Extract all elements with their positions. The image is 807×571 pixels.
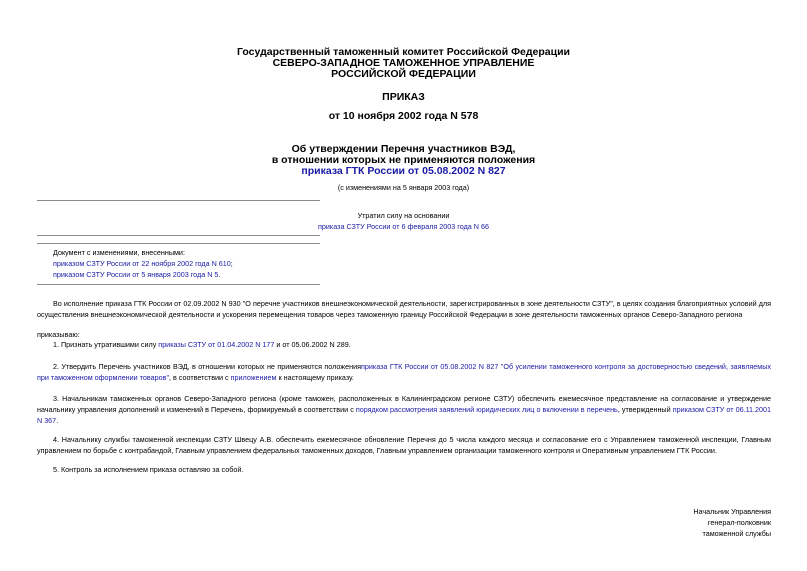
title-line-2: в отношении которых не применяются положения — [271, 154, 536, 166]
item-3-link[interactable]: порядком рассмотрения заявлений юридических лиц о включении в перечень — [355, 405, 618, 414]
divider — [37, 243, 320, 244]
title-line-1: Об утверждении Перечня участников ВЭД, — [291, 143, 516, 155]
header-line-2: СЕВЕРО-ЗАПАДНОЕ ТАМОЖЕННОЕ УПРАВЛЕНИЕ — [272, 57, 535, 69]
signature-line-1: Начальник Управления — [693, 507, 771, 516]
header-line-3: РОССИЙСКОЙ ФЕДЕРАЦИИ — [331, 68, 476, 80]
divider — [37, 200, 320, 201]
item-2-text-a: 2. Утвердить Перечень участников ВЭД, в отношении которых не применяются положения — [53, 362, 361, 371]
item-3 — [37, 393, 771, 426]
amendment-link-1[interactable]: приказом СЗТУ России от 22 ноября 2002 года N 610 — [53, 259, 231, 268]
item-1-text-b: и от 05.06.2002 N 289. — [274, 340, 351, 349]
item-5 — [37, 464, 771, 475]
item-1-text-a: 1. Признать утратившими силу — [53, 340, 159, 349]
order-label: ПРИКАЗ — [382, 91, 425, 103]
item-2-link[interactable]: приказа ГТК России от 05.08.2002 N 827 "Об усилении таможенного контроля за достоверностью сведений, заявляемых при таможенном оформлении товаров" — [37, 362, 771, 382]
item-1-link[interactable]: приказы СЗТУ от 01.04.2002 N 177 — [158, 340, 275, 349]
item-2-text-b: , в соответствии с — [169, 373, 231, 382]
item-4-text: 4. Начальнику службы таможенной инспекции СЗТУ Швецу А.В. обеспечить ежемесячное обновление Перечня до 5 числа каждого месяца и согласование его с Управлением таможенной инспекции, Главным управлением по борьбе с контрабандой, Главным управлением федеральных таможенных доходов, Главным управлением организации таможенного контроля и Оперативным управлением ГТК России. — [37, 435, 771, 455]
amendment-link-2[interactable]: приказом СЗТУ России от 5 января 2003 года N 5 — [53, 270, 219, 279]
title-link[interactable]: приказа ГТК России от 05.08.2002 N 827 — [301, 165, 506, 177]
amendment-sep-2: . — [218, 270, 221, 279]
item-3-text-c: . — [56, 416, 59, 425]
preamble-text: Во исполнение приказа ГТК России от 02.09.2002 N 930 "О перечне участников внешнеэкономической деятельности, зарегистрированных в зоне деятельности СЗТУ", в целях создания благоприятных условий для осуществления внешнеэкономической деятельности и ускорения перемещения товаров через таможенную границу Российской Федерации в зоне деятельности таможенных органов Северо-Западного региона — [37, 299, 771, 319]
item-2-appendix-link[interactable]: приложением — [230, 373, 277, 382]
amendments-label: Документ с изменениями, внесенными: — [53, 248, 185, 257]
lost-force-link[interactable]: приказа СЗТУ России от 6 февраля 2003 года N 66 — [318, 222, 489, 231]
item-1 — [37, 339, 771, 350]
amendment-sep-1: ; — [230, 259, 233, 268]
item-3-text-a: 3. Начальникам таможенных органов Северо-Западного региона (кроме таможен, расположенных в Калининградском регионе СЗТУ) обеспечить ежемесячное представление на согласование и утверждение начальнику управления дополнений и изменений в Перечень, формируемый в соответствии с — [37, 394, 771, 414]
divider — [37, 235, 320, 236]
signature-line-2: генерал-полковник — [707, 518, 771, 527]
item-2 — [37, 361, 771, 383]
item-5-text: 5. Контроль за исполнением приказа оставляю за собой. — [53, 465, 244, 474]
amendments-line-2 — [53, 270, 220, 280]
signature-line-3: таможенной службы — [702, 529, 771, 538]
divider — [37, 284, 320, 285]
item-3-text-b: , утвержденный — [617, 405, 673, 414]
item-3-order-link[interactable]: приказом СЗТУ от 06.11.2001 N 367 — [37, 405, 772, 425]
amendments-line-1 — [53, 259, 233, 269]
item-2-text-c: к настоящему приказу. — [276, 373, 354, 382]
header-line-1: Государственный таможенный комитет Российской Федерации — [236, 46, 571, 58]
changes-note: (с изменениями на 5 января 2003 года) — [337, 183, 470, 192]
lost-force-text: Утратил силу на основании — [357, 211, 450, 220]
order-date: от 10 ноября 2002 года N 578 — [328, 110, 479, 122]
item-4 — [37, 434, 771, 456]
order-word: приказываю: — [37, 330, 80, 339]
preamble — [37, 298, 771, 320]
